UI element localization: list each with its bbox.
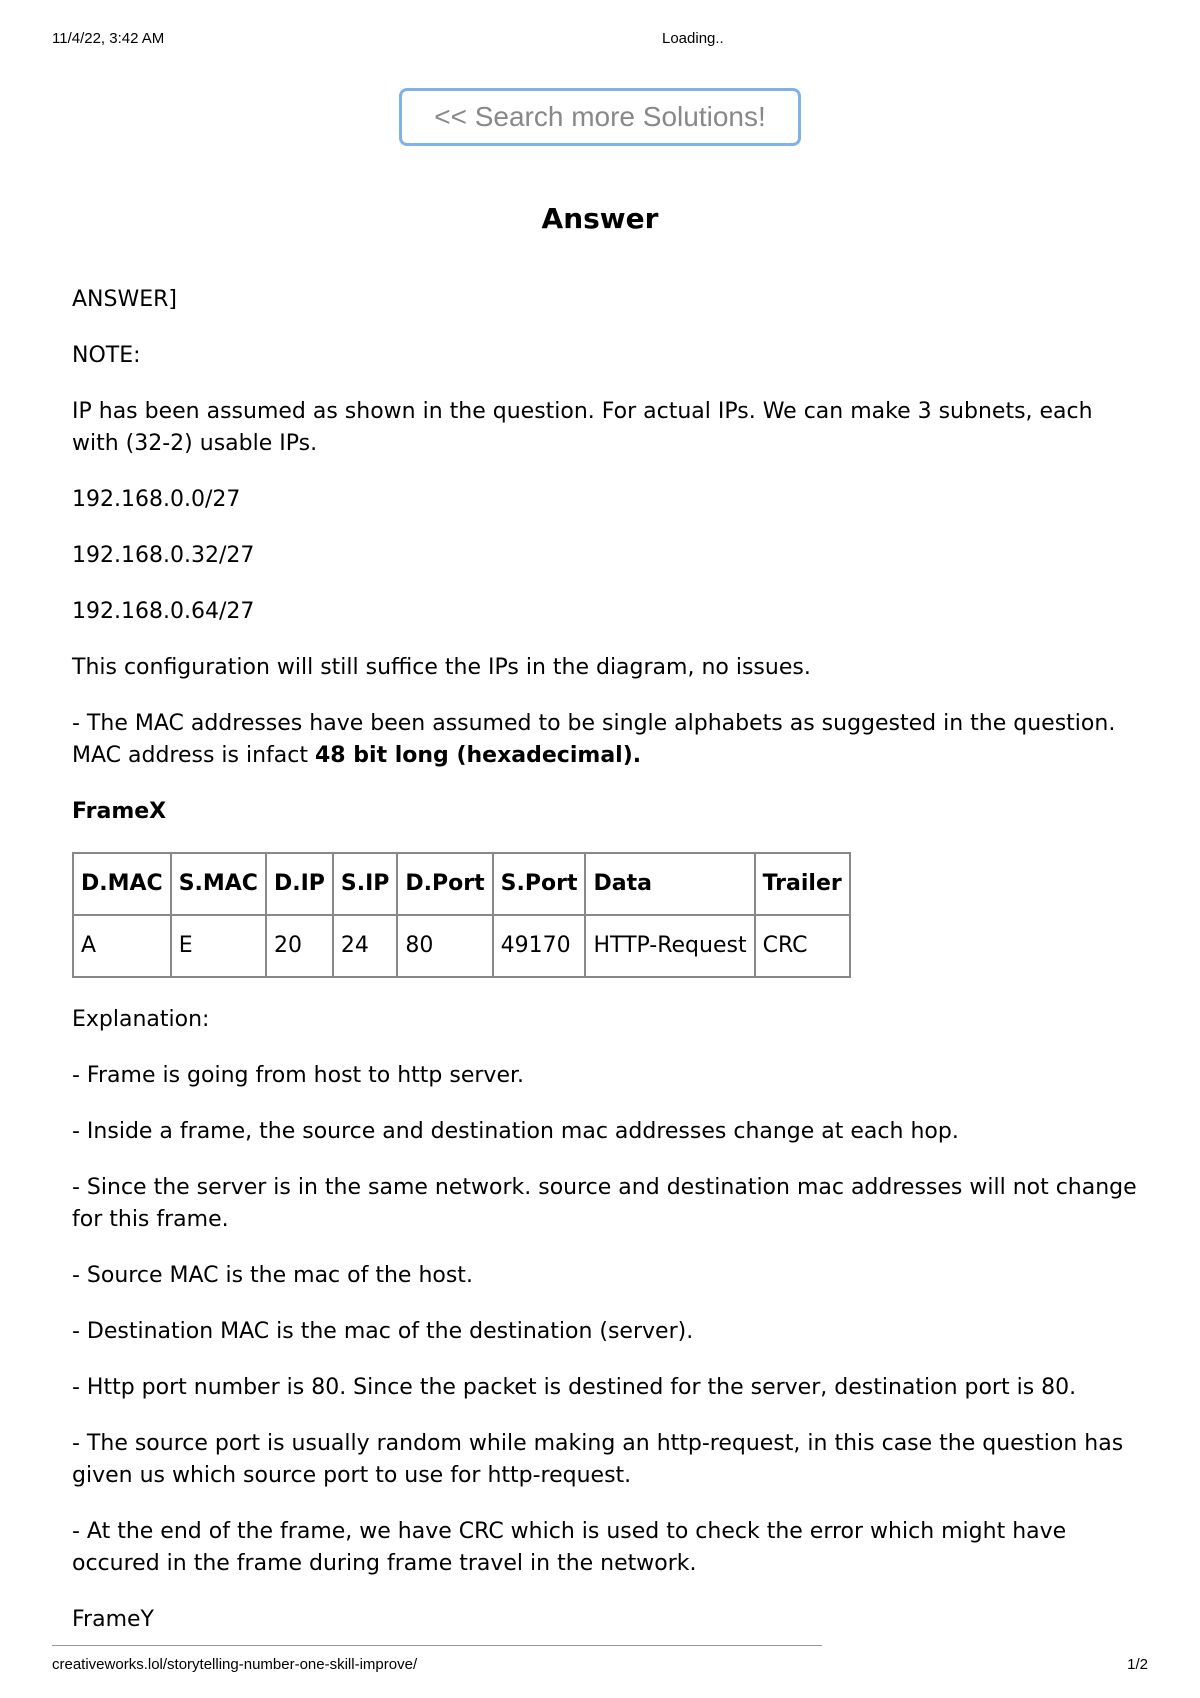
cell-trailer: CRC: [755, 915, 850, 977]
explanation-item: - Http port number is 80. Since the packet is destined for the server, destination port is 80.: [72, 1375, 1077, 1400]
cell-data: HTTP-Request: [585, 915, 754, 977]
print-footer: [52, 1656, 1148, 1676]
framex-table: [72, 852, 851, 978]
print-header: [52, 30, 1148, 50]
cell-smac: E: [171, 915, 266, 977]
header-trailer: Trailer: [755, 853, 850, 915]
explanation-label: Explanation:: [72, 1007, 210, 1032]
explanation-item: - Frame is going from host to http server.: [72, 1063, 524, 1088]
explanation-item: - The source port is usually random while making an http-request, in this case the question has given us which source port to use for http-request.: [72, 1431, 1124, 1488]
search-more-solutions-button[interactable]: << Search more Solutions!: [399, 88, 801, 146]
ip-assumption-text: IP has been assumed as shown in the question. For actual IPs. We can make 3 subnets, each with (32-2) usable IPs.: [72, 399, 1093, 456]
answer-label: ANSWER]: [72, 287, 177, 312]
subnet-2: 192.168.0.32/27: [72, 543, 255, 568]
mac-assumption-text: [72, 708, 1142, 772]
answer-title: Answer: [541, 202, 659, 235]
print-page-title: Loading..: [662, 30, 724, 47]
answer-content: [72, 284, 1142, 1636]
table-header-row: [73, 853, 850, 915]
header-smac: S.MAC: [171, 853, 266, 915]
header-data: Data: [585, 853, 754, 915]
header-dport: D.Port: [397, 853, 492, 915]
explanation-item: - Since the server is in the same network. source and destination mac addresses will not change for this frame.: [72, 1175, 1137, 1232]
framex-label: FrameX: [72, 799, 167, 824]
explanation-item: - Source MAC is the mac of the host.: [72, 1263, 473, 1288]
header-sport: S.Port: [493, 853, 586, 915]
mac-assumption-prefix: - The MAC addresses have been assumed to be single alphabets as suggested in the question. MAC address is infact: [72, 711, 1116, 768]
cell-sport: 49170: [493, 915, 586, 977]
footer-divider: [52, 1645, 822, 1646]
table-row: [73, 915, 850, 977]
page-number: 1/2: [1127, 1656, 1148, 1673]
cell-dmac: A: [73, 915, 171, 977]
print-datetime: 11/4/22, 3:42 AM: [52, 30, 165, 47]
header-dip: D.IP: [266, 853, 333, 915]
explanation-item: - At the end of the frame, we have CRC which is used to check the error which might have occured in the frame during frame travel in the network.: [72, 1519, 1067, 1576]
explanation-item: - Inside a frame, the source and destination mac addresses change at each hop.: [72, 1119, 959, 1144]
subnet-3: 192.168.0.64/27: [72, 599, 255, 624]
header-sip: S.IP: [333, 853, 398, 915]
explanation-item: - Destination MAC is the mac of the destination (server).: [72, 1319, 694, 1344]
header-dmac: D.MAC: [73, 853, 171, 915]
framey-label: FrameY: [72, 1607, 154, 1632]
mac-bit-length: 48 bit long (hexadecimal).: [315, 743, 642, 768]
cell-sip: 24: [333, 915, 398, 977]
subnet-1: 192.168.0.0/27: [72, 487, 241, 512]
note-label: NOTE:: [72, 343, 141, 368]
configuration-note: This configuration will still suffice the IPs in the diagram, no issues.: [72, 655, 811, 680]
cell-dip: 20: [266, 915, 333, 977]
page-url: creativeworks.lol/storytelling-number-one-skill-improve/: [52, 1656, 418, 1673]
cell-dport: 80: [397, 915, 492, 977]
search-button-container: [0, 88, 1200, 146]
